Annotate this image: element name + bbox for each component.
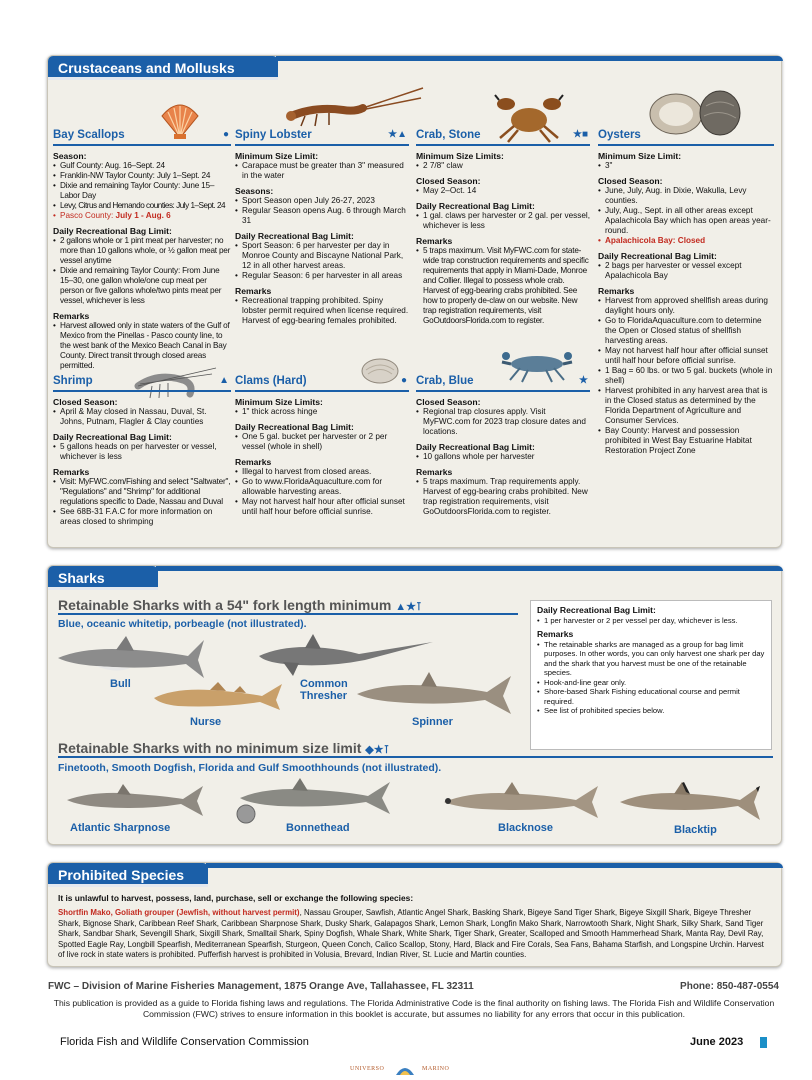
footer-accent-block [760,1037,767,1048]
list-item: • Sport Season: 6 per harvester per day in Monroe County and Biscayne National Park, 12 in all other harvest areas. [235,241,409,271]
star-triangle-mark-icon: ★▲ [388,129,407,140]
list-item: • 1 Bag = 60 lbs. or two 5 gal. buckets (whole in shell) [598,366,774,386]
list-item: • May not harvest half hour after official sunset until half hour before official sunrise. [598,346,774,366]
closed-season-heading: Closed Season: [416,397,481,407]
nurse-shark-image [150,676,285,712]
title-rule [53,390,231,392]
closed-season-heading: Closed Season: [598,176,663,186]
crustaceans-header-bar [276,56,783,61]
footer-disclaimer: This publication is provided as a guide to Florida fishing laws and regulations. The Florida Administrative Code is the final authority on fishing laws. The Florida Fish and Wildlife Conservation Commission (FWC) strives to ensure information in this booklet is accurate, but assumes no liability for any errors that occur in this publication. [53,998,775,1019]
remarks-heading: Remarks [537,629,574,639]
star-mark-icon: ★ [579,375,588,386]
shrimp-title: Shrimp ▲ [53,376,231,389]
list-item: • Harvest prohibited in any harvest area that is in the Closed status as determined by the Florida Department of Agriculture and Consumer Services. [598,386,774,426]
list-item: • Gulf County: Aug. 16–Sept. 24 [53,161,231,171]
list-item: • June, July, Aug. in Dixie, Wakulla, Levy counties. [598,186,774,206]
list-item: • 2 bags per harvester or vessel except Apalachicola Bay [598,261,774,281]
group2-subtitle: Finetooth, Smooth Dogfish, Florida and Gulf Smoothhounds (not illustrated). [58,762,442,774]
list-item: • Visit: MyFWC.com/Fishing and select "Saltwater", "Regulations" and "Shrimp" for additional regulations specific to Dade, Nassau and Duval [53,477,231,507]
list-item: • Illegal to harvest from closed areas. [235,467,409,477]
bay-scallops-section [53,130,231,371]
seasons-heading: Seasons: [235,186,274,196]
shark-label-sharpnose: Atlantic Sharpnose [70,822,171,834]
remarks-heading: Remarks [53,311,90,321]
shrimp-section [53,376,231,527]
list-item: • Recreational trapping prohibited. Spiny lobster permit required when license required. Harvest of egg-bearing females prohibited. [235,296,409,326]
footer-address: FWC – Division of Marine Fisheries Management, 1875 Orange Ave, Tallahassee, FL 32311 [48,981,474,992]
list-item: • See 68B-31 F.A.C for more information on areas closed to shrimping [53,507,231,527]
footer-phone: Phone: 850-487-0554 [680,981,779,992]
size-heading: Minimum Size Limits: [235,397,323,407]
list-item: • Bay County: Harvest and possession prohibited in West Bay Estuarine Habitat Restoration Project Zone [598,426,774,456]
stone-crab-section [416,130,590,326]
shark-label-blacktip: Blacktip [674,824,717,836]
list-item: • May not harvest half hour after official sunset until half hour before official sunrise. [235,497,409,517]
list-item: • Regional trap closures apply. Visit MyFWC.com for 2023 trap closure dates and locations. [416,407,590,437]
blue-crab-title: Crab, Blue ★ [416,376,590,389]
list-item: • Shore-based Shark Fishing educational course and permit required. [537,687,765,706]
prohibited-list [58,908,772,961]
list-item: • Franklin-NW Taylor County: July 1–Sept. 24 [53,171,231,181]
group1-title: Retainable Sharks with a 54" fork length minimum ▲★⊺ [58,597,422,613]
size-heading: Minimum Size Limit: [598,151,682,161]
list-item: • Hook-and-line gear only. [537,678,765,688]
prohibited-header-title: Prohibited Species [58,867,185,883]
spinner-shark-image [355,672,515,716]
list-item: • Harvest allowed only in state waters of the Gulf of Mexico from the Pinellas - Pasco county line, to the west bank of the Mexico Beach Canal in Bay County. Direct transit through closed areas permitted. [53,321,231,371]
group2-title: Retainable Sharks with no minimum size limit ◆★⊺ [58,740,390,756]
sharpnose-shark-image [65,782,205,818]
list-item: • Harvest from approved shellfish areas during daylight hours only. [598,296,774,316]
remarks-heading: Remarks [416,467,453,477]
title-rule [416,390,590,392]
list-item: • 3" [598,161,774,171]
prohibited-highlight: Shortfin Mako, Goliath grouper (Jewfish, without harvest permit) [58,908,300,917]
bag-limit-heading: Daily Recreational Bag Limit: [53,432,172,442]
sharks-header-title: Sharks [58,570,105,586]
bag-limit-heading: Daily Recreational Bag Limit: [53,226,172,236]
list-item: • Levy, Citrus and Hernando counties: July 1–Sept. 24 [53,201,231,211]
spiny-lobster-section [235,130,409,326]
spiny-lobster-title: Spiny Lobster ★▲ [235,130,409,143]
list-item: • Regular Season opens Aug. 6 through March 31 [235,206,409,226]
remarks-heading: Remarks [235,457,272,467]
apalachicola-closed: • Apalachicola Bay: Closed [598,236,774,246]
list-item: • April & May closed in Nassau, Duval, St. Johns, Putnam, Flagler & Clay counties [53,407,231,427]
oysters-title: Oysters [598,130,774,143]
bag-limit-heading: Daily Recreational Bag Limit: [235,422,354,432]
list-item: • 1 gal. claws per harvester or 2 gal. per vessel, whichever is less [416,211,590,231]
prohibited-lead: It is unlawful to harvest, possess, land, purchase, sell or exchange the following species: [58,893,414,903]
list-item: • One 5 gal. bucket per harvester or 2 per vessel (whole in shell) [235,432,409,452]
bay-scallops-title: Bay Scallops ● [53,130,231,143]
prohibited-header [48,863,208,887]
title-rule [235,144,409,146]
group2-rule [58,756,773,758]
oysters-section [598,130,774,456]
title-rule [416,144,590,146]
remarks-heading: Remarks [53,467,90,477]
remarks-heading: Remarks [235,286,272,296]
clams-title: Clams (Hard) ● [235,376,409,389]
group2-marks: ◆★⊺ [365,744,390,756]
list-item: • 1 per harvester or 2 per vessel per day, whichever is less. [537,616,765,626]
title-rule [53,144,231,146]
crustaceans-header-title: Crustaceans and Mollusks [58,60,235,76]
prohibited-species-text: , Nassau Grouper, Sawfish, Atlantic Angel Shark, Basking Shark, Bigeye Sand Tiger Shark, Bigeye Sixgill Shark, Bigeye Thresher Shark, Bignose Shark, Caribbean Reef Shark, Caribbean Sharpnose Shark, Dusky Shark, Galapagos Shark, Lemon Shark, Longfin Mako Shark, Narrowtooth Shark, Night Shark, Silky Shark, Sand Tiger Shark, Sandbar Shark, Sevengill Shark, Sixgill Shark, Smalltail Shark, Spiny Dogfish, Whale Shark, White Shark, Tiger Shark, Greater, Scalloped and Smooth Hammerhead Shark, Manta Ray, Devil Ray, Spotted Eagle Ray, Longbill Spearfish, Mediterranean Spearfish, Sturgeon, Queen Conch, Calico Scallop, Stony, Hard, Black and Fire Corals, Sea Fans, Bahama Starfish, and Longspine Urchin. Harvest of live rock in state waters is prohibited. Pufferfish harvest is prohibited in Volusia, Brevard, Indian River, St. Lucie and Martin counties. [58,908,764,960]
size-heading: Minimum Size Limits: [416,151,504,161]
list-item: • 5 traps maximum. Trap requirements apply. Harvest of egg-bearing crabs prohibited. New trap registration requirements, visit GoOutdoorsFlorida.com to register. [416,477,590,517]
list-item: • 5 gallons heads on per harvester or vessel, whichever is less [53,442,231,462]
circle-mark-icon: ● [400,375,407,386]
pasco-item: • Pasco County: July 1 - Aug. 6 [53,211,231,221]
list-item: • Go to www.FloridaAquaculture.com for allowable harvesting areas. [235,477,409,497]
title-rule [235,390,409,392]
list-item: • May 2–Oct. 14 [416,186,590,196]
list-item: • July, Aug., Sept. in all other areas except Apalachicola Bay which has open areas year-round. [598,206,774,236]
universo-marino-logo [350,1061,460,1077]
shark-label-spinner: Spinner [412,716,453,728]
stone-crab-title: Crab, Stone ★■ [416,130,590,143]
crustaceans-header [48,56,278,80]
logo-text-left: UNIVERSO [350,1066,385,1072]
blue-crab-section [416,376,590,517]
blacktip-shark-image [618,782,763,824]
group1-subtitle: Blue, oceanic whitetip, porbeagle (not illustrated). [58,618,307,630]
circle-mark-icon: ● [222,129,229,140]
closed-season-heading: Closed Season: [416,176,481,186]
season-heading: Season: [53,151,87,161]
shark-info-box [530,600,772,750]
list-item: • Dixie and remaining Taylor County: From June 15–30, one gallon whole/one cup meat per person or five gallons whole/two pints meat per vessel, whichever is less [53,266,231,306]
shark-label-nurse: Nurse [190,716,222,728]
list-item: • Dixie and remaining Taylor County: June 15–Labor Day [53,181,231,201]
shark-label-thresher: Common Thresher [300,678,348,702]
shark-label-blacknose: Blacknose [498,822,554,834]
bag-limit-heading: Daily Recreational Bag Limit: [235,231,354,241]
bag-limit-heading: Daily Recreational Bag Limit: [598,251,717,261]
shark-label-bonnethead: Bonnethead [286,822,350,834]
sharks-header [48,566,158,590]
list-item: • 2 7/8" claw [416,161,590,171]
bag-limit-heading: Daily Recreational Bag Limit: [416,442,535,452]
list-item: • 1" thick across hinge [235,407,409,417]
sharks-header-bar [156,566,783,571]
shark-label-bull: Bull [110,678,131,690]
list-item: • Go to FloridaAquaculture.com to determine the Open or Closed status of shellfish harvesting areas. [598,316,774,346]
list-item: • 10 gallons whole per harvester [416,452,590,462]
list-item: • 2 gallons whole or 1 pint meat per harvester; no more than 10 gallons whole, or ½ gallon meat per vessel anytime [53,236,231,266]
list-item: • The retainable sharks are managed as a group for bag limit purposes. In other words, you can only harvest one shark per day and the shark that you harvest must be one of the retainable species. [537,640,765,678]
footer-org: Florida Fish and Wildlife Conservation Commission [60,1036,309,1048]
blacknose-shark-image [442,782,602,822]
clams-section [235,376,409,517]
group1-marks: ▲★⊺ [395,601,422,613]
list-item: • See list of prohibited species below. [537,706,765,716]
group1-rule [58,613,518,615]
title-rule [598,144,774,146]
size-heading: Minimum Size Limit: [235,151,319,161]
lobster-image [285,86,425,128]
logo-text-right: MARINO [422,1066,450,1072]
remarks-heading: Remarks [598,286,635,296]
list-item: • Carapace must be greater than 3" measured in the water [235,161,409,181]
remarks-heading: Remarks [416,236,453,246]
list-item: • 5 traps maximum. Visit MyFWC.com for state-wide trap construction requirements and specific requirements that apply in Miami-Dade, Monroe and Collier. Illegal to possess whole crab. Harvest of egg-bearing crabs prohibited. See how to properly de-claw on our website. New trap registration requirements, visit GoOutdoorsFlorida.com to register. [416,246,590,326]
list-item: • Regular Season: 6 per harvester in all areas [235,271,409,281]
prohibited-header-bar [206,863,783,868]
bag-limit-heading: Daily Recreational Bag Limit: [416,201,535,211]
footer-date: June 2023 [690,1036,744,1048]
logo-mark-icon [394,1061,416,1077]
star-square-mark-icon: ★■ [572,129,588,140]
bag-limit-heading: Daily Recreational Bag Limit: [537,605,656,615]
list-item: • Sport Season open July 26-27, 2023 [235,196,409,206]
triangle-mark-icon: ▲ [219,375,229,386]
bull-shark-image [56,634,206,680]
closed-season-heading: Closed Season: [53,397,118,407]
bonnethead-shark-image [232,778,392,826]
